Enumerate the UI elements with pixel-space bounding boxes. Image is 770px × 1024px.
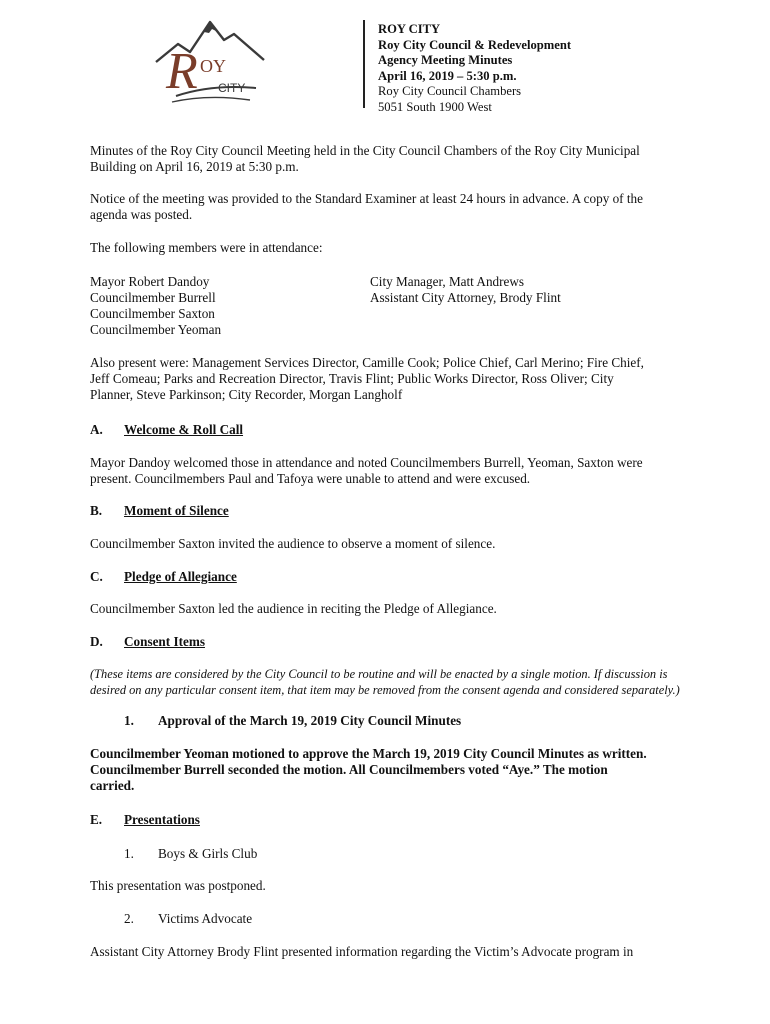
section-a-body <box>90 455 681 487</box>
section-b-title: Moment of Silence <box>124 503 229 518</box>
document-header <box>378 22 571 115</box>
presentation-2-number: 2. <box>124 911 134 926</box>
section-a-letter: A. <box>90 422 103 437</box>
presentation-1-note: This presentation was postponed. <box>90 878 266 893</box>
intro-line: Minutes of the Roy City Council Meeting held in the City Council Chambers of the Roy City Municipal <box>90 143 640 158</box>
presentation-2-note: Assistant City Attorney Brody Flint presented information regarding the Victim’s Advocate program in <box>90 944 634 959</box>
intro-paragraph <box>90 143 681 175</box>
attendee: Councilmember Yeoman <box>90 322 222 337</box>
logo-text-oy: OY <box>200 56 226 76</box>
attendance-intro: The following members were in attendance: <box>90 240 323 255</box>
notice-paragraph <box>90 191 681 223</box>
notice-line: Notice of the meeting was provided to the Standard Examiner at least 24 hours in advance. A copy of the <box>90 191 643 206</box>
section-d-letter: D. <box>90 634 103 649</box>
motion-line: Councilmember Yeoman motioned to approve the March 19, 2019 City Council Minutes as written. <box>90 746 647 761</box>
notice-line: agenda was posted. <box>90 207 193 222</box>
section-a-line: Mayor Dandoy welcomed those in attendance and noted Councilmembers Burrell, Yeoman, Saxton were <box>90 455 643 470</box>
presentation-1-number: 1. <box>124 846 134 861</box>
consent-note-line: desired on any particular consent item, that item may be removed from the consent agenda and considered separately.) <box>90 683 680 697</box>
consent-note <box>90 666 681 698</box>
roy-city-logo <box>152 14 268 110</box>
header-doc-type: Agency Meeting Minutes <box>378 53 513 67</box>
attendee: City Manager, Matt Andrews <box>370 274 525 289</box>
header-divider <box>363 20 365 108</box>
section-e-letter: E. <box>90 812 103 827</box>
header-org: ROY CITY <box>378 22 441 36</box>
header-body: Roy City Council & Redevelopment <box>378 37 572 52</box>
section-c-letter: C. <box>90 569 103 584</box>
logo-text-city: CITY <box>218 81 246 95</box>
attendance-left-column <box>90 274 221 338</box>
attendee: Councilmember Saxton <box>90 306 215 321</box>
motion-line: Councilmember Burrell seconded the motion. All Councilmembers voted “Aye.” The motion <box>90 762 608 777</box>
section-c-body: Councilmember Saxton led the audience in reciting the Pledge of Allegiance. <box>90 601 497 616</box>
section-a-line: present. Councilmembers Paul and Tafoya were unable to attend and were excused. <box>90 471 531 486</box>
section-d-title: Consent Items <box>124 634 205 649</box>
motion-line: carried. <box>90 778 135 793</box>
attendee: Mayor Robert Dandoy <box>90 274 210 289</box>
consent-item-title: Approval of the March 19, 2019 City Council Minutes <box>158 713 462 728</box>
presentation-2-title: Victims Advocate <box>158 911 253 926</box>
also-present-paragraph <box>90 355 681 403</box>
header-location: Roy City Council Chambers <box>378 84 522 98</box>
motion-paragraph <box>90 746 681 794</box>
section-a-title: Welcome & Roll Call <box>124 422 244 437</box>
also-present-line: Planner, Steve Parkinson; City Recorder, Morgan Langholf <box>90 387 403 402</box>
presentation-1-title: Boys & Girls Club <box>158 846 258 861</box>
header-address: 5051 South 1900 West <box>378 99 492 114</box>
attendance-right-column <box>370 274 561 306</box>
section-c-title: Pledge of Allegiance <box>124 569 237 584</box>
section-b-body: Councilmember Saxton invited the audience to observe a moment of silence. <box>90 536 496 551</box>
logo-letter-r: R <box>166 43 198 100</box>
also-present-line: Jeff Comeau; Parks and Recreation Director, Travis Flint; Public Works Director, Ross Oliver; City <box>90 371 614 386</box>
also-present-line: Also present were: Management Services Director, Camille Cook; Police Chief, Carl Merino; Fire Chief, <box>90 355 644 370</box>
attendee: Assistant City Attorney, Brody Flint <box>370 290 561 305</box>
section-b-letter: B. <box>90 503 103 518</box>
consent-note-line: (These items are considered by the City Council to be routine and will be enacted by a single motion. If discussion is <box>90 667 668 681</box>
section-e-title: Presentations <box>124 812 200 827</box>
attendee: Councilmember Burrell <box>90 290 216 305</box>
consent-item-number: 1. <box>124 713 134 728</box>
intro-line: Building on April 16, 2019 at 5:30 p.m. <box>90 159 299 174</box>
header-date: April 16, 2019 – 5:30 p.m. <box>378 68 517 83</box>
